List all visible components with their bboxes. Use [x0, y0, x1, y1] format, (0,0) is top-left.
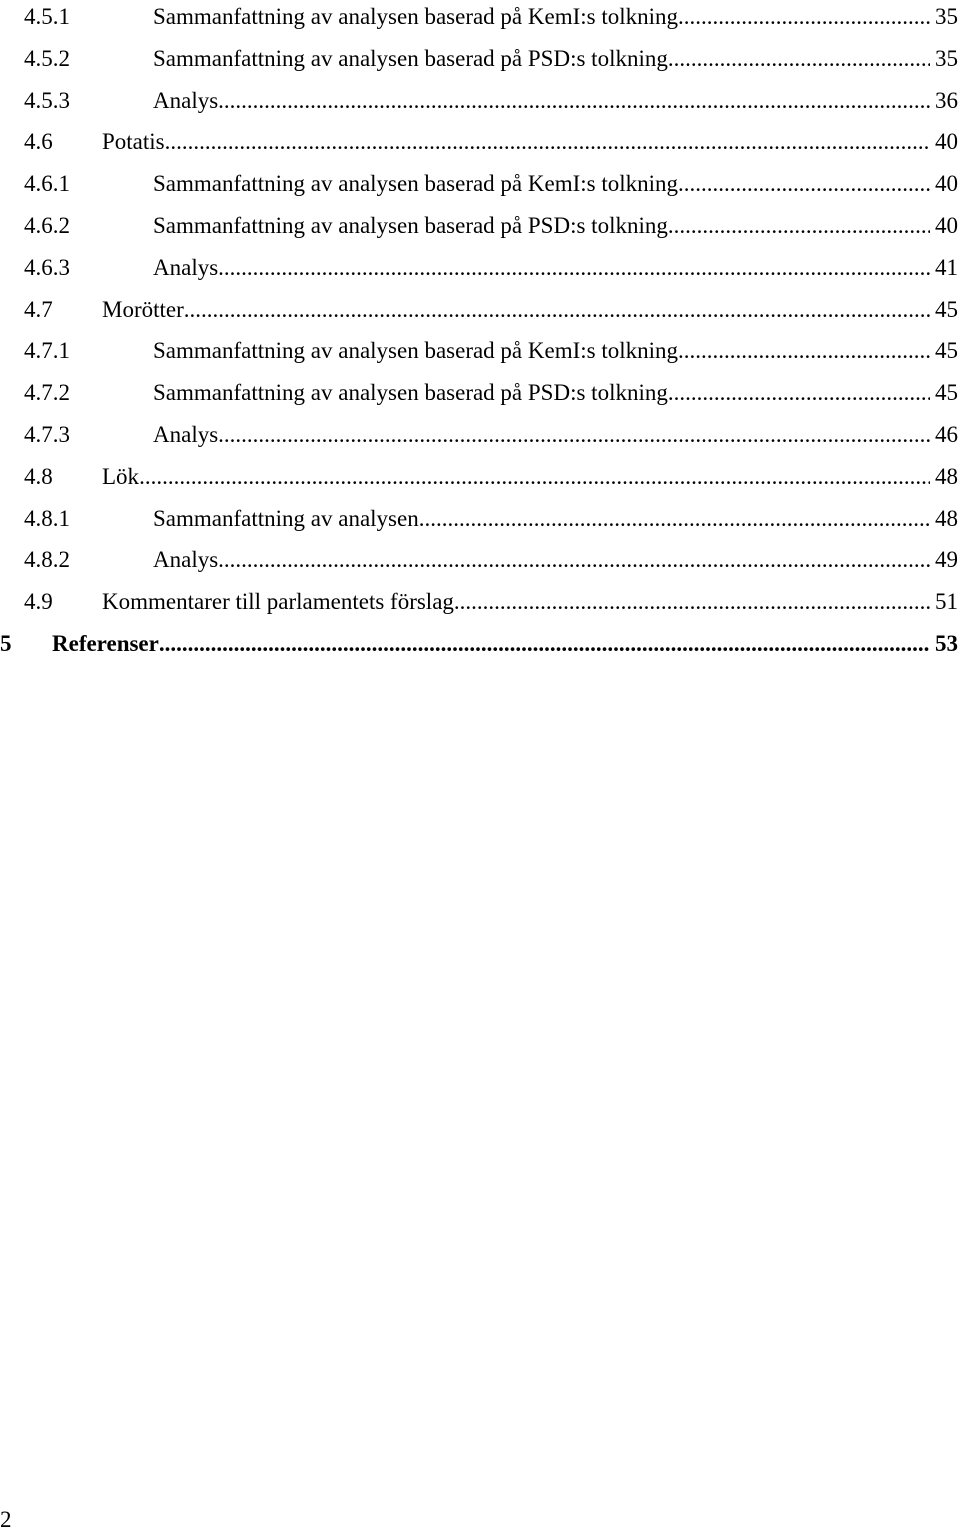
toc-entry-title-row [153, 251, 958, 285]
toc-entry-page: 35 [935, 45, 958, 71]
toc-entry-number: 4.6.1 [24, 171, 70, 197]
dot-leader [668, 42, 930, 76]
toc-entry-title: Sammanfattning av analysen baserad på PSD:s tolkning [153, 213, 668, 238]
dot-leader [218, 543, 930, 577]
toc-entry-page: 51 [935, 589, 958, 615]
toc-entry-number: 4.8.1 [24, 505, 70, 531]
dot-leader [165, 125, 930, 159]
toc-entry-page: 45 [935, 380, 958, 406]
toc-entry[interactable] [0, 0, 960, 34]
toc-entry-title: Lök [102, 463, 140, 489]
toc-entry-number: 4.8 [24, 463, 53, 489]
toc-entry[interactable] [0, 293, 960, 327]
dot-leader [218, 84, 930, 118]
toc-entry-title-row [153, 334, 958, 368]
toc-entry-title: Potatis [102, 129, 165, 155]
dot-leader [184, 293, 930, 327]
toc-entry-number: 4.6.3 [24, 254, 70, 280]
toc-entry[interactable] [0, 209, 960, 243]
toc-entry-title-row [102, 293, 958, 327]
toc-entry-title-row [102, 460, 958, 494]
toc-entry-page: 40 [935, 171, 958, 197]
toc-entry[interactable] [0, 543, 960, 577]
toc-entry-page: 53 [935, 631, 958, 656]
dot-leader [159, 627, 930, 661]
page-number: 2 [0, 1507, 12, 1532]
toc-entry-page: 48 [935, 505, 958, 531]
dot-leader [668, 376, 930, 410]
toc-entry-title: Sammanfattning av analysen baserad på KemI:s tolkning [153, 171, 679, 197]
toc-entry-title-row [102, 125, 958, 159]
dot-leader [139, 460, 930, 494]
toc-entry-page: 49 [935, 547, 958, 573]
toc-entry-page: 46 [935, 422, 958, 447]
toc-entry-page: 45 [935, 338, 958, 364]
toc-entry-number: 4.7.2 [24, 380, 70, 406]
toc-entry-title: Sammanfattning av analysen baserad på PSD:s tolkning [153, 45, 668, 71]
toc-entry-title: Kommentarer till parlamentets förslag [102, 589, 454, 615]
toc-entry[interactable] [0, 627, 960, 661]
toc-entry-number: 4.9 [24, 589, 53, 615]
toc-entry-page: 35 [935, 4, 958, 29]
toc-entry-number: 4.8.2 [24, 547, 70, 573]
toc-entry[interactable] [0, 125, 960, 159]
toc-entry-title: Analys [153, 254, 219, 280]
toc-entry-title: Referenser [52, 631, 159, 656]
toc-entry[interactable] [0, 167, 960, 201]
toc-entry-title: Sammanfattning av analysen baserad på PSD:s tolkning [153, 380, 668, 406]
toc-entry[interactable] [0, 418, 960, 452]
toc-entry-title: Analys [153, 87, 219, 113]
dot-leader [218, 418, 930, 452]
toc-entry-title-row [153, 0, 958, 34]
toc-entry-page: 48 [935, 463, 958, 489]
dot-leader [678, 0, 930, 34]
toc-entry-page: 40 [935, 213, 958, 238]
toc-entry-number: 4.5.1 [24, 4, 70, 29]
toc-entry[interactable] [0, 84, 960, 118]
toc-entry-title-row [153, 84, 958, 118]
toc-entry[interactable] [0, 460, 960, 494]
toc-entry[interactable] [0, 376, 960, 410]
toc-entry-title: Morötter [102, 296, 184, 322]
toc-entry-number: 5 [0, 631, 12, 656]
dot-leader [454, 585, 930, 619]
toc-entry-title: Analys [153, 422, 219, 447]
toc-entry-title-row [153, 42, 958, 76]
toc-entry-title-row [102, 585, 958, 619]
toc-entry-title-row [153, 418, 958, 452]
toc-entry-title: Sammanfattning av analysen baserad på KemI:s tolkning [153, 338, 679, 364]
toc-entry-number: 4.6 [24, 129, 53, 155]
toc-entry-number: 4.5.2 [24, 45, 70, 71]
toc-entry-title: Sammanfattning av analysen [153, 505, 419, 531]
dot-leader [668, 209, 930, 243]
dot-leader [419, 502, 930, 536]
toc-entry-page: 45 [935, 296, 958, 322]
toc-entry-title-row [153, 167, 958, 201]
toc-entry-number: 4.7 [24, 296, 53, 322]
toc-entry-number: 4.7.3 [24, 422, 70, 447]
toc-entry[interactable] [0, 585, 960, 619]
toc-entry-title: Analys [153, 547, 219, 573]
toc-entry[interactable] [0, 42, 960, 76]
toc-entry-number: 4.6.2 [24, 213, 70, 238]
toc-entry[interactable] [0, 334, 960, 368]
toc-entry-title: Sammanfattning av analysen baserad på KemI:s tolkning [153, 4, 679, 29]
toc-entry-title-row [153, 376, 958, 410]
toc-entry[interactable] [0, 251, 960, 285]
toc-entry-title-row [52, 627, 958, 661]
toc-entry-page: 36 [935, 87, 958, 113]
toc-entry-number: 4.5.3 [24, 87, 70, 113]
dot-leader [678, 167, 930, 201]
toc-entry-title-row [153, 543, 958, 577]
toc-entry-number: 4.7.1 [24, 338, 70, 364]
toc-entry[interactable] [0, 502, 960, 536]
dot-leader [678, 334, 930, 368]
toc-entry-page: 40 [935, 129, 958, 155]
toc-entry-page: 41 [935, 254, 958, 280]
toc-entry-title-row [153, 502, 958, 536]
dot-leader [218, 251, 930, 285]
toc-entry-title-row [153, 209, 958, 243]
